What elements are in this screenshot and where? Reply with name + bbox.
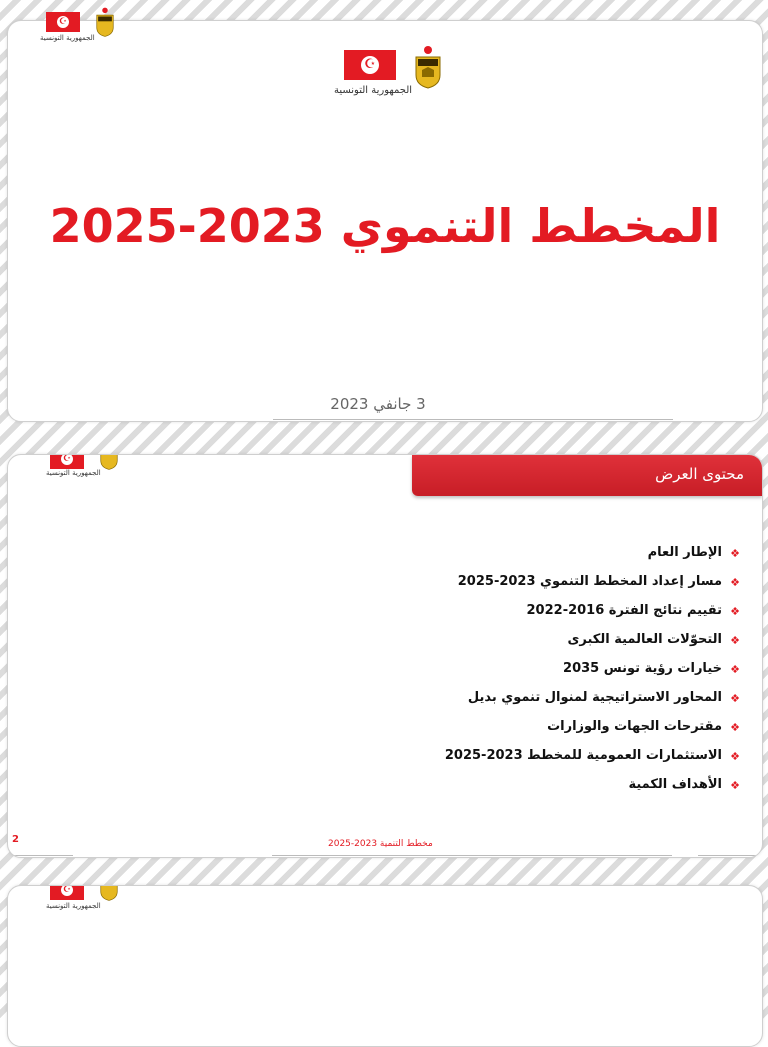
bullet-icon: ❖ — [730, 689, 740, 709]
tunisia-flag-icon: ☪ — [50, 885, 84, 900]
divider — [698, 855, 762, 856]
bullet-icon: ❖ — [730, 573, 740, 593]
tunisia-flag-icon: ☪ — [46, 12, 80, 32]
bullet-icon: ❖ — [730, 718, 740, 738]
bullet-icon: ❖ — [730, 747, 740, 767]
list-item: ❖ المحاور الاستراتيجية لمنوال تنموي بديل — [340, 688, 740, 717]
bullet-icon: ❖ — [730, 776, 740, 796]
republic-logo-top — [34, 8, 124, 48]
bullet-icon: ❖ — [730, 602, 740, 622]
republic-logo — [328, 45, 458, 125]
list-item: ❖ التحوّلات العالمية الكبرى — [340, 630, 740, 659]
bullet-icon: ❖ — [730, 544, 740, 564]
divider — [273, 419, 673, 420]
divider — [272, 855, 672, 856]
bullet-icon: ❖ — [730, 631, 740, 651]
tunisia-flag-icon: ☪ — [344, 50, 396, 80]
coat-of-arms-icon — [98, 885, 120, 902]
list-item: ❖ مسار إعداد المخطط التنموي 2023-2025 — [340, 572, 740, 601]
contents-list — [340, 543, 740, 804]
republic-logo — [42, 885, 132, 926]
republic-logo — [42, 454, 132, 493]
list-item: ❖ الأهداف الكمية — [340, 775, 740, 804]
list-item: ❖ تقييم نتائج الفترة 2016-2022 — [340, 601, 740, 630]
list-item: ❖ مقترحات الجهات والوزارات — [340, 717, 740, 746]
tunisia-flag-icon: ☪ — [50, 454, 84, 469]
bullet-icon: ❖ — [730, 660, 740, 680]
title-slide — [7, 20, 763, 422]
page-number: 2 — [12, 834, 19, 845]
presentation-date: 3 جانفي 2023 — [308, 395, 448, 413]
coat-of-arms-icon — [94, 6, 116, 38]
section-header — [412, 455, 762, 496]
divider — [8, 855, 73, 856]
republic-label: الجمهورية التونسية — [40, 34, 95, 42]
list-item: ❖ الإطار العام — [340, 543, 740, 572]
list-item: ❖ الاستثمارات العمومية للمخطط 2023-2025 — [340, 746, 740, 775]
next-slide — [7, 885, 763, 1047]
republic-label: الجمهورية التونسية — [328, 85, 418, 96]
coat-of-arms-icon — [412, 45, 444, 89]
republic-label: الجمهورية التونسية — [42, 469, 136, 477]
footer-label: مخطط التنمية 2023-2025 — [328, 839, 433, 849]
contents-slide — [7, 454, 763, 858]
list-item: ❖ خيارات رؤية تونس 2035 — [340, 659, 740, 688]
presentation-title: المخطط التنموي 2023-2025 — [8, 199, 762, 253]
republic-label: الجمهورية التونسية — [42, 902, 136, 910]
section-header-title: محتوى العرض — [655, 465, 744, 483]
